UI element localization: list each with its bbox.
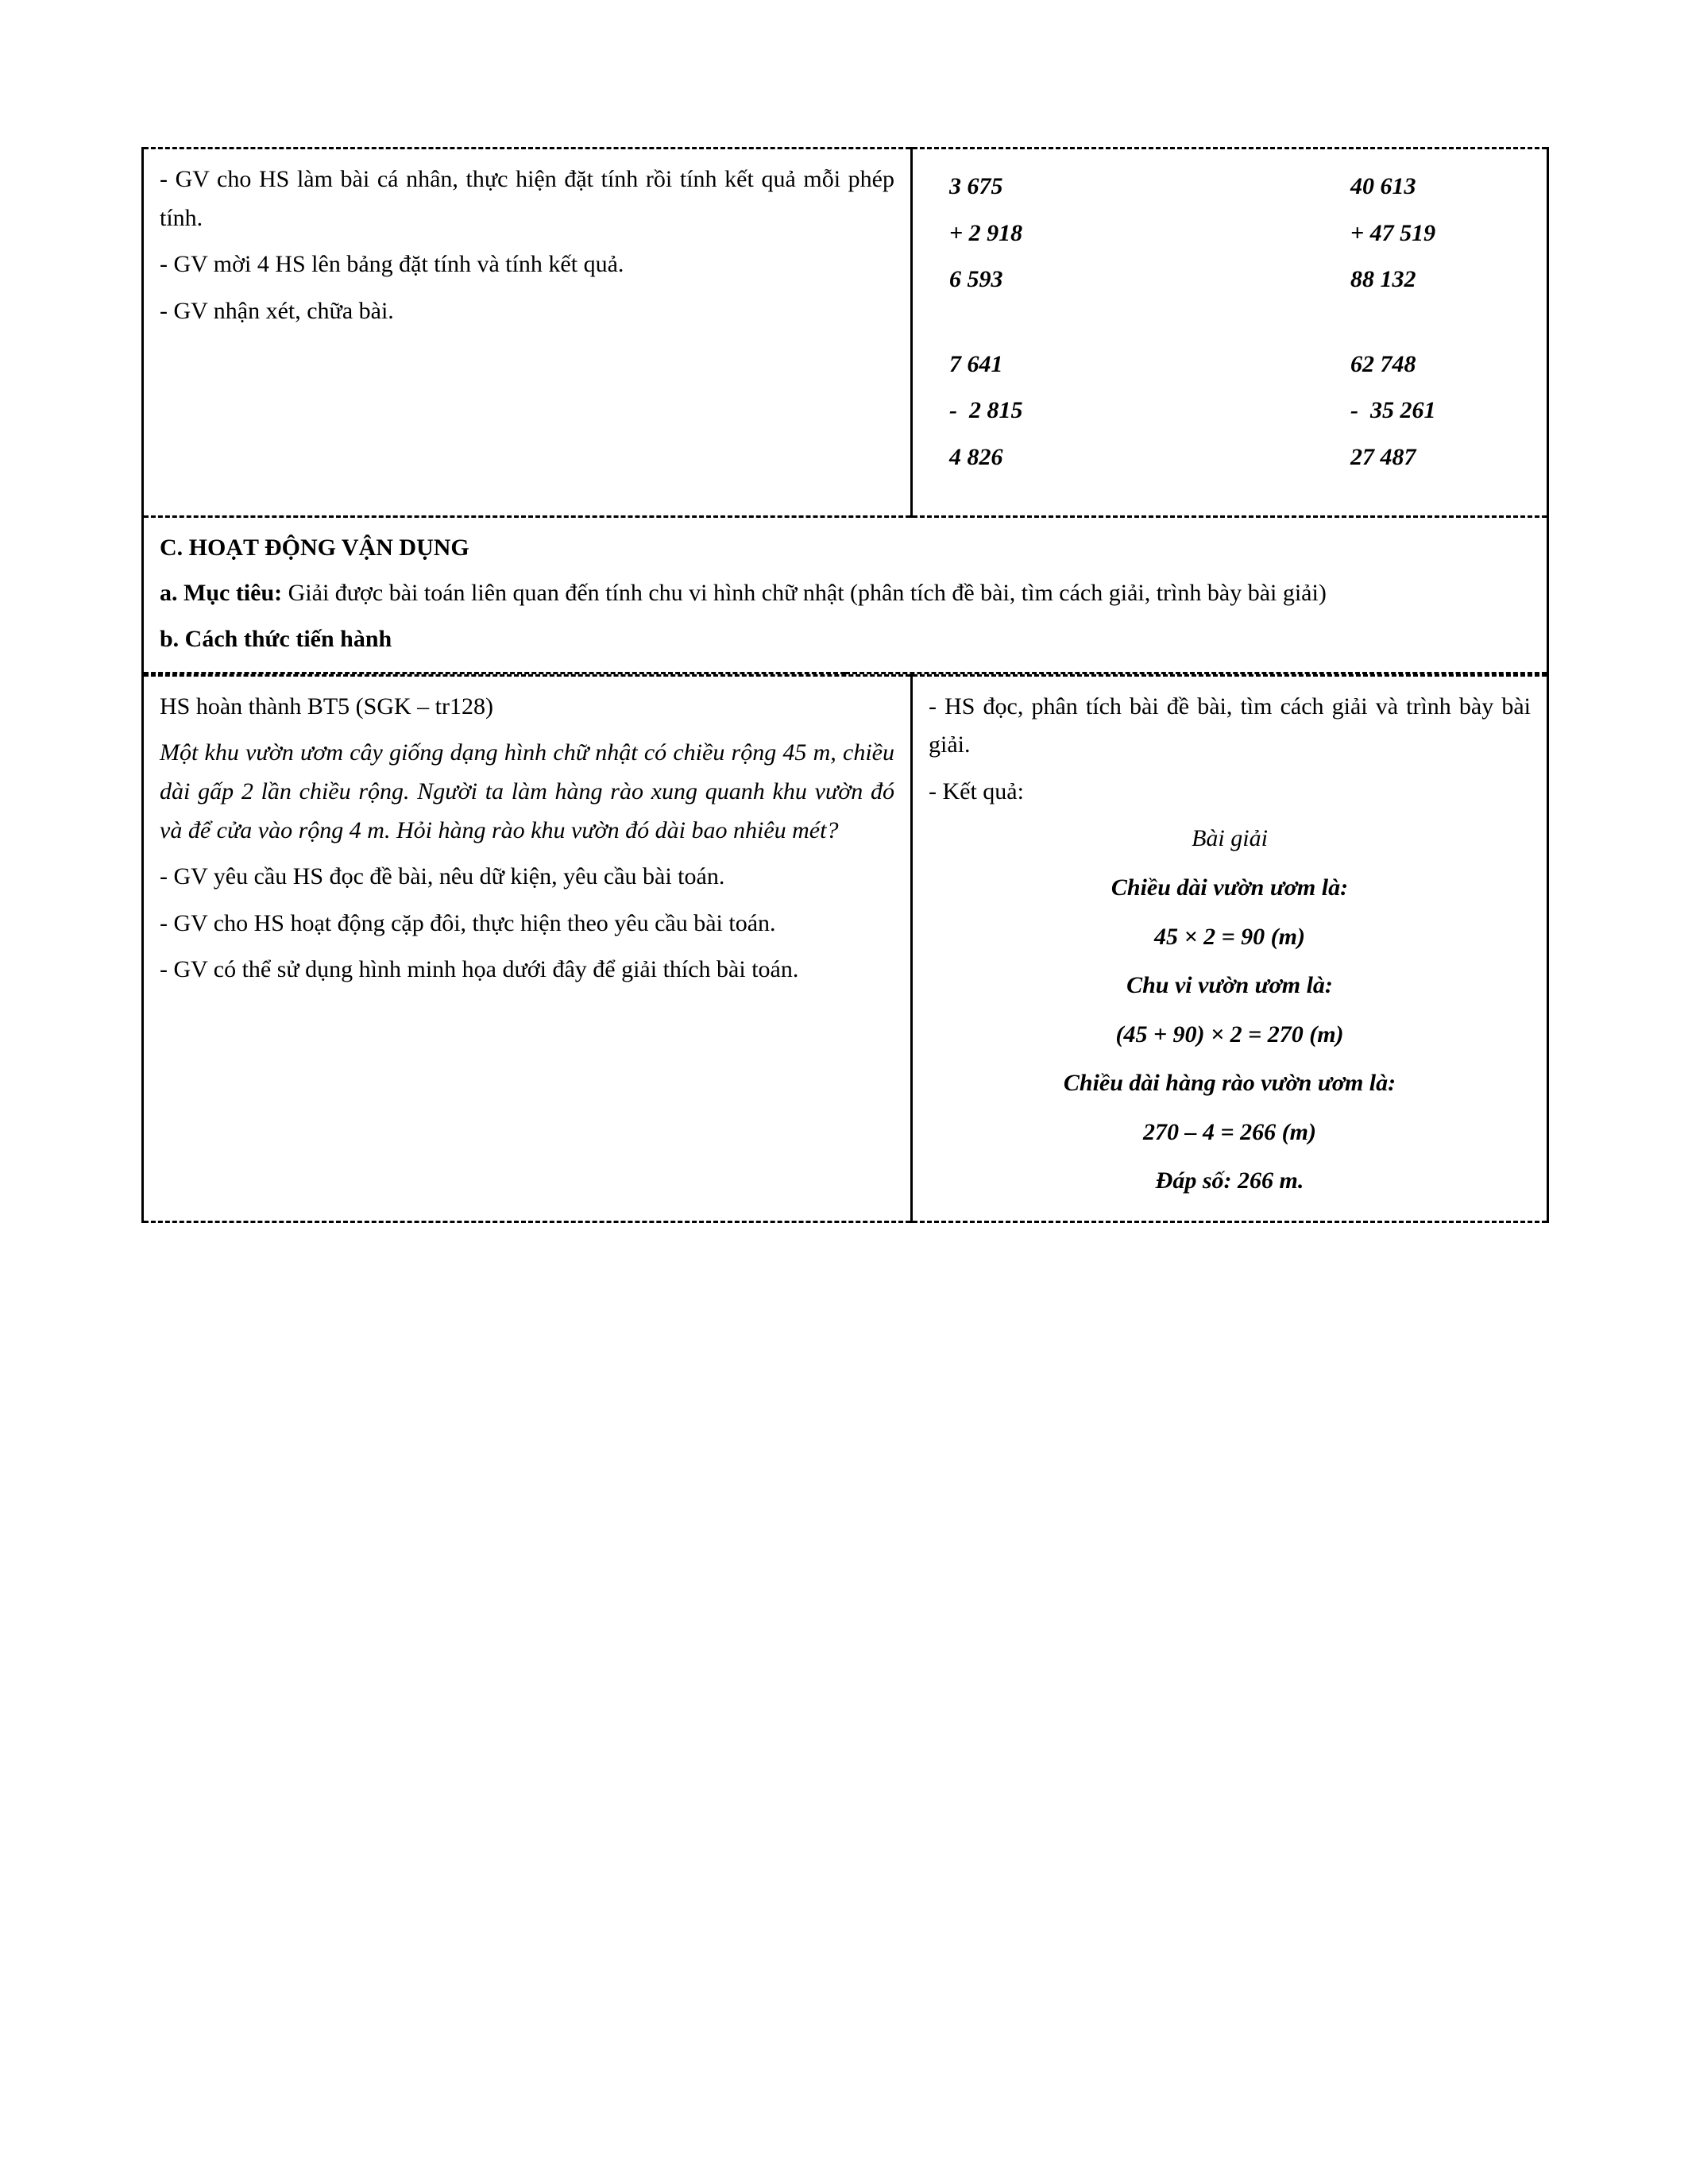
solution-line: 270 – 4 = 266 (m) (1143, 1118, 1316, 1145)
calc-line: 40 613 (1350, 173, 1416, 199)
objective-paragraph (160, 574, 1531, 613)
task-step-3: - GV có thể sử dụng hình minh họa dưới đây để giải thích bài toán. (160, 956, 799, 983)
table-row (143, 149, 1548, 517)
calc-column-left-2 (929, 341, 1230, 481)
section-c-cell (143, 518, 1548, 673)
table-row (143, 675, 1548, 1221)
section-heading: C. HOẠT ĐỘNG VẬN DỤNG (160, 534, 469, 561)
teacher-line-1: - GV cho HS làm bài cá nhân, thực hiện đặt tính rồi tính kết quả mỗi phép tính. (160, 166, 894, 231)
calc-spacer (929, 303, 1531, 338)
calc-line: 3 675 (949, 173, 1003, 199)
task-intro: HS hoàn thành BT5 (SGK – tr128) (160, 693, 493, 720)
table-row (143, 518, 1548, 673)
calculations-group-1 (929, 160, 1531, 303)
calc-line: 7 641 (949, 350, 1003, 377)
solution-line: Đáp số: 266 m. (1155, 1167, 1304, 1194)
calc-line: - 2 815 (949, 397, 1023, 423)
solution-line: Chu vi vườn ươm là: (1126, 972, 1333, 999)
task-step-2: - GV cho HS hoạt động cặp đôi, thực hiện theo yêu cầu bài toán. (160, 909, 776, 936)
method-heading: b. Cách thức tiến hành (160, 626, 392, 653)
objective-text: Giải được bài toán liên quan đến tính chu vi hình chữ nhật (phân tích đề bài, tìm cách giải, trình bày bài giải) (282, 579, 1327, 606)
solution-line: 45 × 2 = 90 (m) (1153, 923, 1305, 950)
solution-line: Chiều dài vườn ươm là: (1111, 874, 1349, 901)
calc-line: - 35 261 (1350, 397, 1436, 423)
task-step-1: - GV yêu cầu HS đọc đề bài, nêu dữ kiện, yêu cầu bài toán. (160, 863, 725, 890)
teacher-line-2: - GV mời 4 HS lên bảng đặt tính và tính kết quả. (160, 251, 624, 278)
calc-line: + 47 519 (1350, 219, 1436, 246)
calculations-group-2 (929, 338, 1531, 481)
activity-table-1 (141, 147, 1549, 518)
solution-title: Bài giải (1192, 824, 1268, 851)
teacher-activity-cell (143, 149, 912, 517)
calc-line: 27 487 (1350, 443, 1416, 470)
calc-line: 6 593 (949, 266, 1003, 292)
calc-column-left-1 (929, 164, 1230, 303)
problem-statement: Một khu vườn ươm cây giống dạng hình chữ nhật có chiều rộng 45 m, chiều dài gấp 2 lần chiều rộng. Người ta làm hàng rào xung quanh khu vườn đó và để cửa vào rộng 4 m. Hỏi hàng rào khu vườn đó dài bao nhiêu mét? (160, 739, 894, 843)
calc-line: 88 132 (1350, 266, 1416, 292)
teacher-line-3: - GV nhận xét, chữa bài. (160, 297, 394, 324)
calculations-cell (912, 149, 1548, 517)
student-response-line-1: - HS đọc, phân tích bài đề bài, tìm cách giải và trình bày bài giải. (929, 693, 1531, 758)
solution-cell (912, 675, 1548, 1221)
calc-line: + 2 918 (949, 219, 1023, 246)
calc-column-right-1 (1230, 164, 1531, 303)
section-c-table (141, 518, 1549, 674)
objective-label: a. Mục tiêu: (160, 579, 283, 606)
calc-line: 62 748 (1350, 350, 1416, 377)
calc-column-right-2 (1230, 341, 1531, 481)
student-response-line-2: - Kết quả: (929, 778, 1024, 805)
student-task-cell (143, 675, 912, 1221)
solution-line: Chiều dài hàng rào vườn ươm là: (1063, 1070, 1396, 1097)
document-body (141, 147, 1549, 1223)
calc-line: 4 826 (949, 443, 1003, 470)
solution-line: (45 + 90) × 2 = 270 (m) (1115, 1021, 1344, 1048)
activity-table-2 (141, 674, 1549, 1223)
